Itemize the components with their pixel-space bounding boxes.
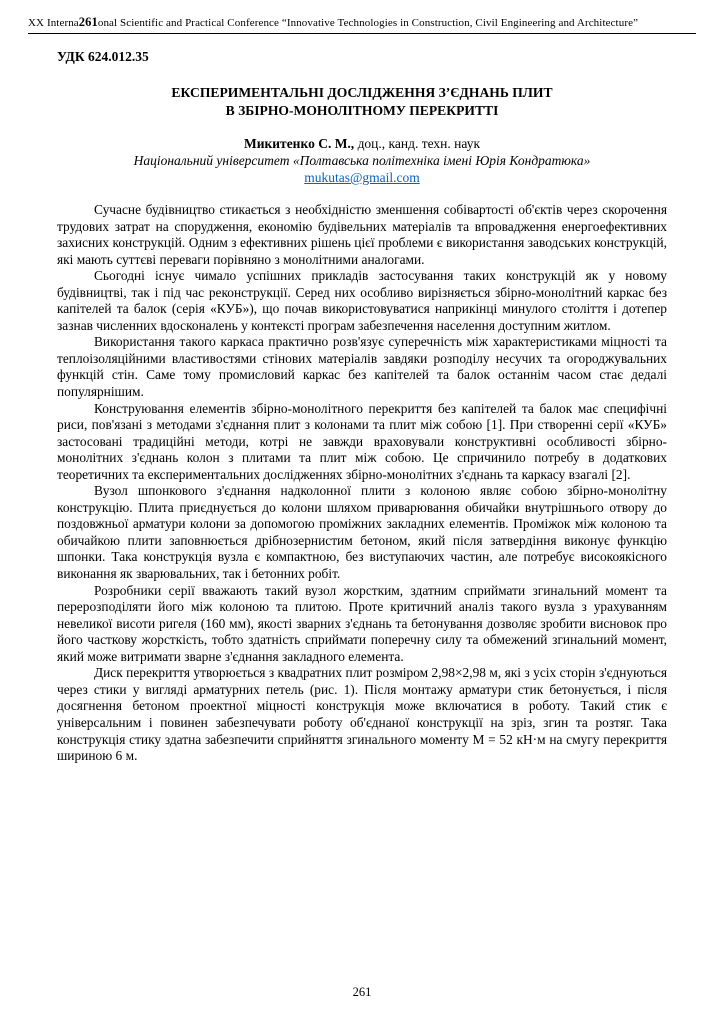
udc-code: УДК 624.012.35 [57,49,149,64]
running-header [28,16,696,30]
affiliation: Національний університет «Полтавська політехніка імені Юрія Кондратюка» [133,153,591,168]
running-header-prefix: XX Interna [28,17,79,29]
body-paragraph-5: Вузол шпонкового з'єднання надколонної плити з колоною являє собою збірно-монолітну конструкцію. Плита приєднується до колони шляхом приварювання обичайки внутрішнього отвору до поздовжньої арматури колони за допомогою проміжних закладних елементів. Проміжок між колоною та обичайкою плити заповнюється дрібнозернистим бетоном, який після затвердіння виконує функцію шпонки. Така конструкція вузла є компактною, без виступаючих частин, але потребує високоякісного виконання як зварювальних, так і бетонних робіт. [57,483,667,582]
author-name: Микитенко С. М., [243,136,355,151]
author-degrees: доц., канд. техн. наук [354,136,480,151]
page-number: 261 [352,985,372,999]
email-link[interactable]: mukutas@gmail.com [304,170,420,185]
body-paragraph-7: Диск перекриття утворюється з квадратних плит розміром 2,98×2,98 м, які з усіх сторін з'єднуються через стики у вигляді арматурних петель (рис. 1). Після монтажу арматури стик бетонується, і після досягнення бетоном проектної міцності конструкція може включатися в роботу. Такий стик є універсальним і повинен забезпечувати роботу об'єднаної конструкції на зріз, згин та розтяг. Така конструкція стику здатна забезпечити сприйняття згинального моменту М = 52 кН·м на смугу перекриття шириною 6 м. [57,665,667,764]
paper-content [57,49,667,765]
email-line [57,169,667,186]
body-paragraph-4: Конструювання елементів збірно-монолітного перекриття без капітелей та балок має специфічні риси, пов'язані з методами з'єднання плит з колонами та плит між собою [1]. При створенні серії «КУБ» застосовані традиційні методи, котрі не завжди враховували конструктивні особливості збірно-монолітних з'єднань колон з плитами та плит між собою. Це спричинило потребу в додаткових теоретичних та експериментальних дослідженнях збірно-монолітних з'єднань та каркасу взагалі [2]. [57,400,667,482]
body-paragraph-2: Сьогодні існує чимало успішних прикладів застосування таких конструкцій як у новому будівництві, так і під час реконструкції. Серед них особливо вирізняється збірно-монолітний каркас без капітелей та балок (серія «КУБ»), що почав використовуватися наприкінці минулого століття і дотепер зазнав численних вдосконалень у контексті програм забезпечення населення доступним житлом. [57,268,667,333]
body-paragraph-1: Сучасне будівництво стикається з необхідністю зменшення собівартості об'єктів через скорочення трудових затрат на спорудження, економію будівельних матеріалів та впровадження енергоефективних захисних конструкцій. Одним з ефективних рішень цієї проблеми є використання заводських конструкцій, які мають суттєві переваги порівняно з монолітними аналогами. [57,202,667,267]
paper-title-line2: В ЗБІРНО-МОНОЛІТНОМУ ПЕРЕКРИТТІ [225,103,499,118]
body-paragraph-3: Використання такого каркаса практично розв'язує суперечність між характеристиками міцності та теплоізоляційними властивостями стінових матеріалів завдяки розподілу несучих та огороджувальних функцій стін. Саме тому промисловий каркас без капітелей та балок останнім часом стає дедалі популярнішим. [57,334,667,400]
paper-title [57,84,667,120]
header-rule [28,33,696,34]
body-paragraph-6: Розробники серії вважають такий вузол жорстким, здатним сприймати згинальний момент та перерозподіляти його між колоною та плитою. Проте критичний аналіз такого вузла з урахуванням невеликої висоти ригеля (160 мм), якості зварних з'єднань та бетонування дозволяє зробити висновок про його часткову жорсткість, тобто здатність сприймати поперечну силу та обмежений згинальний момент, який може витримати зварне з'єднання закладного елемента. [57,582,667,664]
author-line [57,135,667,152]
running-header-page-overlap: 261 [78,15,98,29]
body-text [57,202,667,765]
running-header-suffix: onal Scientific and Practical Conference “Innovative Technologies in Construction, Civil Engineering and Architecture” [97,17,639,29]
paper-title-line1: ЕКСПЕРИМЕНТАЛЬНІ ДОСЛІДЖЕННЯ З’ЄДНАНЬ ПЛИТ [171,85,553,100]
